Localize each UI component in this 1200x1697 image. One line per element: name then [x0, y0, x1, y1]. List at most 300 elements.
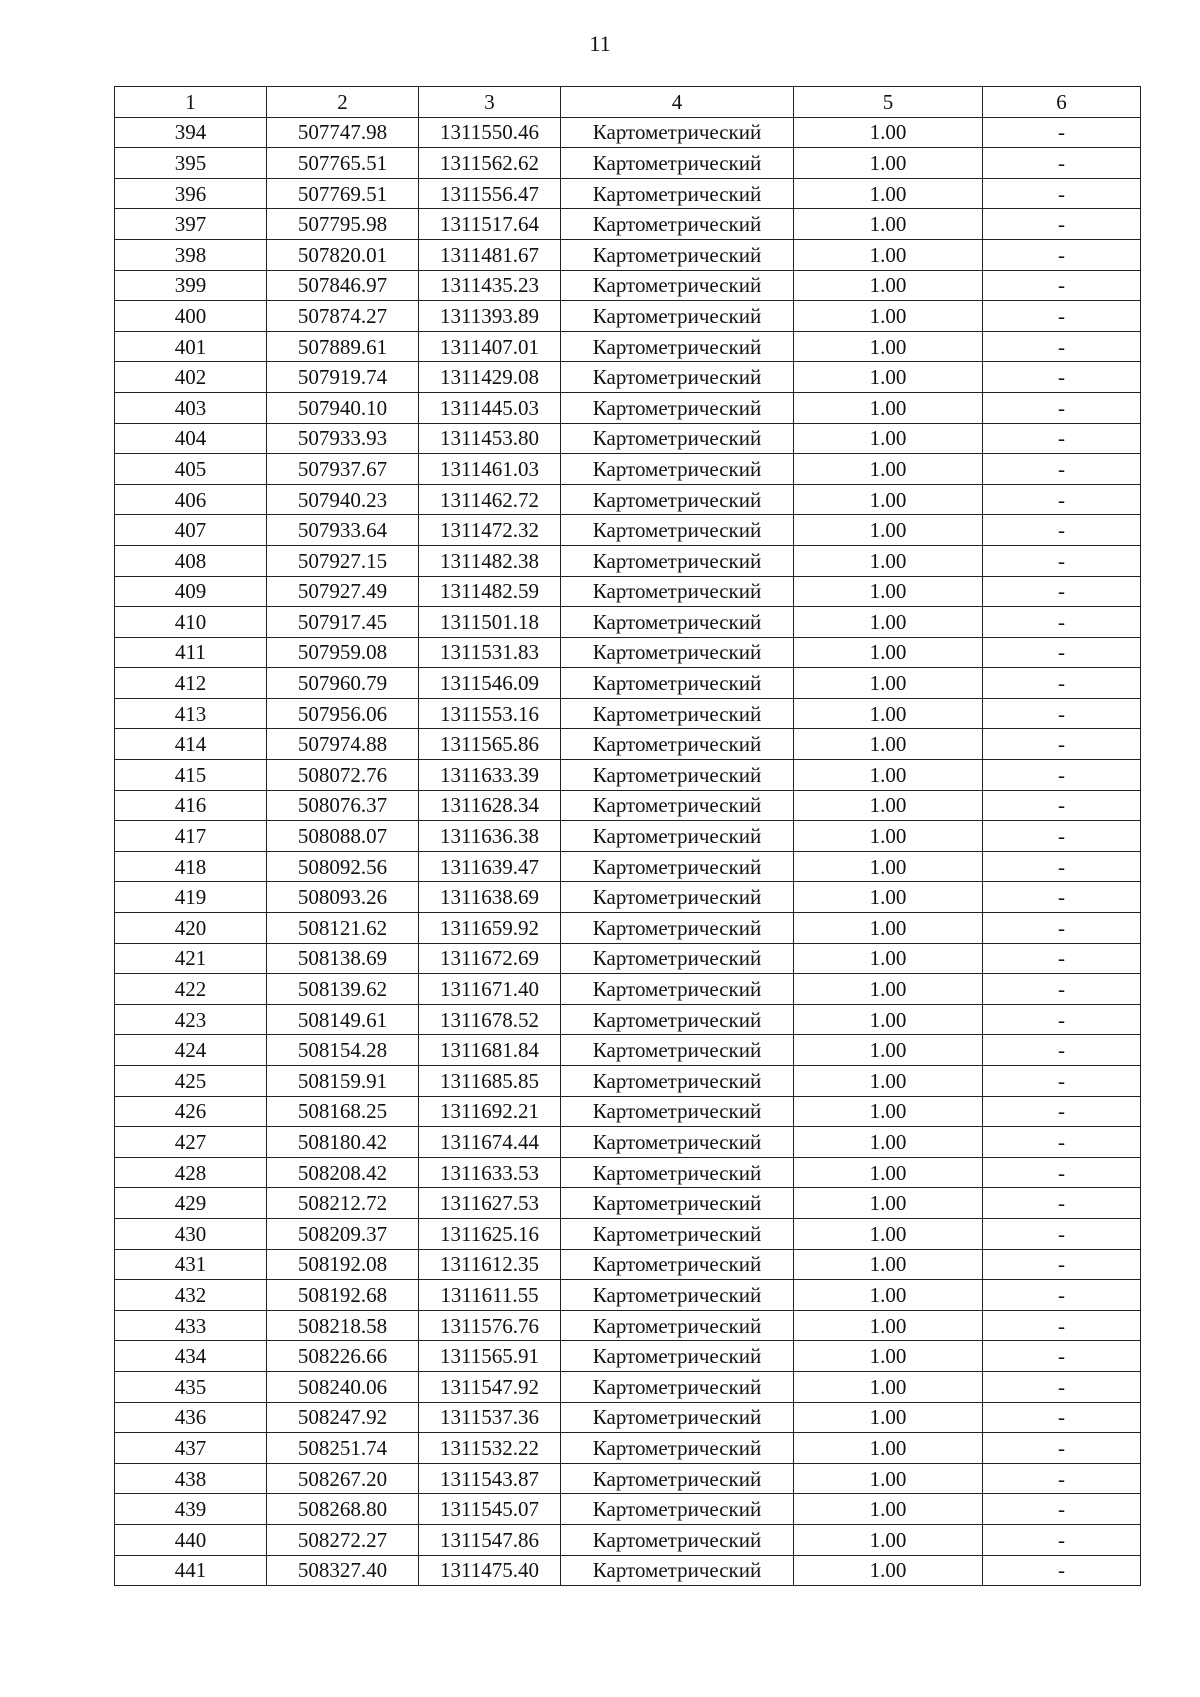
- y-coordinate-cell: 1311672.69: [419, 943, 561, 974]
- table-row: [115, 515, 1141, 546]
- point-number-cell: 410: [115, 607, 267, 638]
- description-cell: -: [983, 1524, 1141, 1555]
- point-number-cell: 398: [115, 239, 267, 270]
- point-number-cell: 436: [115, 1402, 267, 1433]
- method-cell: Картометрический: [561, 1555, 794, 1586]
- method-cell: Картометрический: [561, 974, 794, 1005]
- accuracy-cell: 1.00: [794, 1035, 983, 1066]
- accuracy-cell: 1.00: [794, 1494, 983, 1525]
- description-cell: -: [983, 637, 1141, 668]
- accuracy-cell: 1.00: [794, 484, 983, 515]
- accuracy-cell: 1.00: [794, 668, 983, 699]
- description-cell: -: [983, 117, 1141, 148]
- table-row: [115, 1035, 1141, 1066]
- method-cell: Картометрический: [561, 913, 794, 944]
- accuracy-cell: 1.00: [794, 913, 983, 944]
- point-number-cell: 441: [115, 1555, 267, 1586]
- table-row: [115, 851, 1141, 882]
- point-number-cell: 438: [115, 1463, 267, 1494]
- table-row: [115, 1249, 1141, 1280]
- x-coordinate-cell: 508226.66: [267, 1341, 419, 1372]
- y-coordinate-cell: 1311472.32: [419, 515, 561, 546]
- description-cell: -: [983, 668, 1141, 699]
- y-coordinate-cell: 1311628.34: [419, 790, 561, 821]
- description-cell: -: [983, 729, 1141, 760]
- x-coordinate-cell: 507927.49: [267, 576, 419, 607]
- method-cell: Картометрический: [561, 301, 794, 332]
- table-row: [115, 1188, 1141, 1219]
- x-coordinate-cell: 507846.97: [267, 270, 419, 301]
- y-coordinate-cell: 1311659.92: [419, 913, 561, 944]
- x-coordinate-cell: 508218.58: [267, 1310, 419, 1341]
- table-row: [115, 270, 1141, 301]
- x-coordinate-cell: 508138.69: [267, 943, 419, 974]
- point-number-cell: 428: [115, 1157, 267, 1188]
- y-coordinate-cell: 1311636.38: [419, 821, 561, 852]
- method-cell: Картометрический: [561, 851, 794, 882]
- x-coordinate-cell: 507795.98: [267, 209, 419, 240]
- table-row: [115, 1341, 1141, 1372]
- y-coordinate-cell: 1311453.80: [419, 423, 561, 454]
- x-coordinate-cell: 508267.20: [267, 1463, 419, 1494]
- description-cell: -: [983, 1127, 1141, 1158]
- x-coordinate-cell: 508208.42: [267, 1157, 419, 1188]
- method-cell: Картометрический: [561, 1096, 794, 1127]
- x-coordinate-cell: 508168.25: [267, 1096, 419, 1127]
- x-coordinate-cell: 508072.76: [267, 760, 419, 791]
- x-coordinate-cell: 507874.27: [267, 301, 419, 332]
- y-coordinate-cell: 1311674.44: [419, 1127, 561, 1158]
- method-cell: Картометрический: [561, 698, 794, 729]
- point-number-cell: 409: [115, 576, 267, 607]
- y-coordinate-cell: 1311517.64: [419, 209, 561, 240]
- method-cell: Картометрический: [561, 148, 794, 179]
- y-coordinate-cell: 1311612.35: [419, 1249, 561, 1280]
- x-coordinate-cell: 507940.10: [267, 392, 419, 423]
- method-cell: Картометрический: [561, 821, 794, 852]
- table-row: [115, 362, 1141, 393]
- table-row: [115, 1494, 1141, 1525]
- y-coordinate-cell: 1311481.67: [419, 239, 561, 270]
- x-coordinate-cell: 507889.61: [267, 331, 419, 362]
- description-cell: -: [983, 1157, 1141, 1188]
- method-cell: Картометрический: [561, 1371, 794, 1402]
- description-cell: -: [983, 1463, 1141, 1494]
- table-row: [115, 943, 1141, 974]
- table-row: [115, 1127, 1141, 1158]
- accuracy-cell: 1.00: [794, 1127, 983, 1158]
- description-cell: -: [983, 1004, 1141, 1035]
- description-cell: -: [983, 270, 1141, 301]
- table-header-row: [115, 87, 1141, 118]
- description-cell: -: [983, 974, 1141, 1005]
- y-coordinate-cell: 1311627.53: [419, 1188, 561, 1219]
- table-row: [115, 882, 1141, 913]
- point-number-cell: 426: [115, 1096, 267, 1127]
- y-coordinate-cell: 1311546.09: [419, 668, 561, 699]
- description-cell: -: [983, 454, 1141, 485]
- point-number-cell: 435: [115, 1371, 267, 1402]
- table-row: [115, 239, 1141, 270]
- x-coordinate-cell: 508247.92: [267, 1402, 419, 1433]
- accuracy-cell: 1.00: [794, 760, 983, 791]
- method-cell: Картометрический: [561, 331, 794, 362]
- accuracy-cell: 1.00: [794, 576, 983, 607]
- y-coordinate-cell: 1311537.36: [419, 1402, 561, 1433]
- point-number-cell: 431: [115, 1249, 267, 1280]
- method-cell: Картометрический: [561, 392, 794, 423]
- x-coordinate-cell: 507927.15: [267, 545, 419, 576]
- method-cell: Картометрический: [561, 270, 794, 301]
- method-cell: Картометрический: [561, 668, 794, 699]
- y-coordinate-cell: 1311611.55: [419, 1280, 561, 1311]
- point-number-cell: 440: [115, 1524, 267, 1555]
- method-cell: Картометрический: [561, 760, 794, 791]
- accuracy-cell: 1.00: [794, 1096, 983, 1127]
- column-header-1: 1: [115, 87, 267, 118]
- accuracy-cell: 1.00: [794, 392, 983, 423]
- description-cell: -: [983, 1402, 1141, 1433]
- y-coordinate-cell: 1311547.86: [419, 1524, 561, 1555]
- y-coordinate-cell: 1311532.22: [419, 1433, 561, 1464]
- x-coordinate-cell: 508192.08: [267, 1249, 419, 1280]
- point-number-cell: 421: [115, 943, 267, 974]
- point-number-cell: 412: [115, 668, 267, 699]
- method-cell: Картометрический: [561, 576, 794, 607]
- point-number-cell: 406: [115, 484, 267, 515]
- accuracy-cell: 1.00: [794, 423, 983, 454]
- accuracy-cell: 1.00: [794, 209, 983, 240]
- method-cell: Картометрический: [561, 1341, 794, 1372]
- accuracy-cell: 1.00: [794, 362, 983, 393]
- description-cell: -: [983, 209, 1141, 240]
- y-coordinate-cell: 1311553.16: [419, 698, 561, 729]
- method-cell: Картометрический: [561, 790, 794, 821]
- point-number-cell: 402: [115, 362, 267, 393]
- x-coordinate-cell: 508212.72: [267, 1188, 419, 1219]
- x-coordinate-cell: 508209.37: [267, 1218, 419, 1249]
- point-number-cell: 403: [115, 392, 267, 423]
- method-cell: Картометрический: [561, 1035, 794, 1066]
- description-cell: -: [983, 392, 1141, 423]
- description-cell: -: [983, 576, 1141, 607]
- method-cell: Картометрический: [561, 607, 794, 638]
- accuracy-cell: 1.00: [794, 974, 983, 1005]
- description-cell: -: [983, 1555, 1141, 1586]
- accuracy-cell: 1.00: [794, 790, 983, 821]
- accuracy-cell: 1.00: [794, 270, 983, 301]
- method-cell: Картометрический: [561, 1004, 794, 1035]
- point-number-cell: 411: [115, 637, 267, 668]
- point-number-cell: 422: [115, 974, 267, 1005]
- description-cell: -: [983, 484, 1141, 515]
- point-number-cell: 400: [115, 301, 267, 332]
- accuracy-cell: 1.00: [794, 148, 983, 179]
- y-coordinate-cell: 1311678.52: [419, 1004, 561, 1035]
- y-coordinate-cell: 1311550.46: [419, 117, 561, 148]
- table-row: [115, 821, 1141, 852]
- x-coordinate-cell: 507956.06: [267, 698, 419, 729]
- method-cell: Картометрический: [561, 515, 794, 546]
- point-number-cell: 432: [115, 1280, 267, 1311]
- description-cell: -: [983, 851, 1141, 882]
- description-cell: -: [983, 882, 1141, 913]
- description-cell: -: [983, 178, 1141, 209]
- method-cell: Картометрический: [561, 209, 794, 240]
- x-coordinate-cell: 508159.91: [267, 1066, 419, 1097]
- description-cell: -: [983, 698, 1141, 729]
- table-row: [115, 790, 1141, 821]
- accuracy-cell: 1.00: [794, 1066, 983, 1097]
- method-cell: Картометрический: [561, 1127, 794, 1158]
- x-coordinate-cell: 508154.28: [267, 1035, 419, 1066]
- coordinates-table: [114, 86, 1141, 1586]
- accuracy-cell: 1.00: [794, 178, 983, 209]
- description-cell: -: [983, 545, 1141, 576]
- y-coordinate-cell: 1311681.84: [419, 1035, 561, 1066]
- point-number-cell: 437: [115, 1433, 267, 1464]
- accuracy-cell: 1.00: [794, 821, 983, 852]
- method-cell: Картометрический: [561, 729, 794, 760]
- x-coordinate-cell: 508121.62: [267, 913, 419, 944]
- table-row: [115, 423, 1141, 454]
- point-number-cell: 413: [115, 698, 267, 729]
- description-cell: -: [983, 1280, 1141, 1311]
- accuracy-cell: 1.00: [794, 1433, 983, 1464]
- point-number-cell: 423: [115, 1004, 267, 1035]
- y-coordinate-cell: 1311671.40: [419, 974, 561, 1005]
- accuracy-cell: 1.00: [794, 545, 983, 576]
- point-number-cell: 416: [115, 790, 267, 821]
- method-cell: Картометрический: [561, 1066, 794, 1097]
- x-coordinate-cell: 508272.27: [267, 1524, 419, 1555]
- method-cell: Картометрический: [561, 239, 794, 270]
- point-number-cell: 427: [115, 1127, 267, 1158]
- description-cell: -: [983, 1371, 1141, 1402]
- x-coordinate-cell: 507747.98: [267, 117, 419, 148]
- x-coordinate-cell: 508149.61: [267, 1004, 419, 1035]
- y-coordinate-cell: 1311545.07: [419, 1494, 561, 1525]
- accuracy-cell: 1.00: [794, 1157, 983, 1188]
- point-number-cell: 407: [115, 515, 267, 546]
- x-coordinate-cell: 508088.07: [267, 821, 419, 852]
- x-coordinate-cell: 508139.62: [267, 974, 419, 1005]
- accuracy-cell: 1.00: [794, 239, 983, 270]
- table-row: [115, 148, 1141, 179]
- table-row: [115, 760, 1141, 791]
- description-cell: -: [983, 148, 1141, 179]
- table-row: [115, 607, 1141, 638]
- column-header-3: 3: [419, 87, 561, 118]
- accuracy-cell: 1.00: [794, 607, 983, 638]
- accuracy-cell: 1.00: [794, 117, 983, 148]
- y-coordinate-cell: 1311462.72: [419, 484, 561, 515]
- point-number-cell: 419: [115, 882, 267, 913]
- method-cell: Картометрический: [561, 882, 794, 913]
- table-body: [115, 117, 1141, 1586]
- y-coordinate-cell: 1311475.40: [419, 1555, 561, 1586]
- description-cell: -: [983, 423, 1141, 454]
- accuracy-cell: 1.00: [794, 1402, 983, 1433]
- accuracy-cell: 1.00: [794, 1249, 983, 1280]
- accuracy-cell: 1.00: [794, 729, 983, 760]
- y-coordinate-cell: 1311531.83: [419, 637, 561, 668]
- x-coordinate-cell: 507937.67: [267, 454, 419, 485]
- y-coordinate-cell: 1311625.16: [419, 1218, 561, 1249]
- description-cell: -: [983, 1218, 1141, 1249]
- y-coordinate-cell: 1311638.69: [419, 882, 561, 913]
- y-coordinate-cell: 1311407.01: [419, 331, 561, 362]
- point-number-cell: 394: [115, 117, 267, 148]
- point-number-cell: 401: [115, 331, 267, 362]
- x-coordinate-cell: 508076.37: [267, 790, 419, 821]
- x-coordinate-cell: 508240.06: [267, 1371, 419, 1402]
- x-coordinate-cell: 508192.68: [267, 1280, 419, 1311]
- method-cell: Картометрический: [561, 454, 794, 485]
- y-coordinate-cell: 1311685.85: [419, 1066, 561, 1097]
- table-row: [115, 209, 1141, 240]
- method-cell: Картометрический: [561, 1310, 794, 1341]
- description-cell: -: [983, 239, 1141, 270]
- table-row: [115, 1463, 1141, 1494]
- x-coordinate-cell: 507769.51: [267, 178, 419, 209]
- accuracy-cell: 1.00: [794, 454, 983, 485]
- accuracy-cell: 1.00: [794, 637, 983, 668]
- point-number-cell: 399: [115, 270, 267, 301]
- table-row: [115, 637, 1141, 668]
- method-cell: Картометрический: [561, 1157, 794, 1188]
- x-coordinate-cell: 508268.80: [267, 1494, 419, 1525]
- method-cell: Картометрический: [561, 178, 794, 209]
- y-coordinate-cell: 1311393.89: [419, 301, 561, 332]
- y-coordinate-cell: 1311633.53: [419, 1157, 561, 1188]
- y-coordinate-cell: 1311482.59: [419, 576, 561, 607]
- table-row: [115, 668, 1141, 699]
- point-number-cell: 395: [115, 148, 267, 179]
- accuracy-cell: 1.00: [794, 1188, 983, 1219]
- accuracy-cell: 1.00: [794, 1524, 983, 1555]
- table-row: [115, 545, 1141, 576]
- table-row: [115, 117, 1141, 148]
- point-number-cell: 417: [115, 821, 267, 852]
- table-row: [115, 576, 1141, 607]
- method-cell: Картометрический: [561, 1402, 794, 1433]
- y-coordinate-cell: 1311547.92: [419, 1371, 561, 1402]
- method-cell: Картометрический: [561, 484, 794, 515]
- description-cell: -: [983, 1066, 1141, 1097]
- y-coordinate-cell: 1311501.18: [419, 607, 561, 638]
- y-coordinate-cell: 1311461.03: [419, 454, 561, 485]
- x-coordinate-cell: 507820.01: [267, 239, 419, 270]
- description-cell: -: [983, 913, 1141, 944]
- accuracy-cell: 1.00: [794, 515, 983, 546]
- table-row: [115, 1310, 1141, 1341]
- point-number-cell: 425: [115, 1066, 267, 1097]
- table-row: [115, 301, 1141, 332]
- x-coordinate-cell: 508092.56: [267, 851, 419, 882]
- table-row: [115, 392, 1141, 423]
- x-coordinate-cell: 508327.40: [267, 1555, 419, 1586]
- description-cell: -: [983, 790, 1141, 821]
- table-row: [115, 1004, 1141, 1035]
- point-number-cell: 415: [115, 760, 267, 791]
- x-coordinate-cell: 507917.45: [267, 607, 419, 638]
- x-coordinate-cell: 507959.08: [267, 637, 419, 668]
- y-coordinate-cell: 1311482.38: [419, 545, 561, 576]
- accuracy-cell: 1.00: [794, 1280, 983, 1311]
- method-cell: Картометрический: [561, 1218, 794, 1249]
- point-number-cell: 429: [115, 1188, 267, 1219]
- table-row: [115, 698, 1141, 729]
- table-row: [115, 1280, 1141, 1311]
- table-row: [115, 1524, 1141, 1555]
- point-number-cell: 424: [115, 1035, 267, 1066]
- description-cell: -: [983, 1310, 1141, 1341]
- table-row: [115, 454, 1141, 485]
- accuracy-cell: 1.00: [794, 301, 983, 332]
- point-number-cell: 434: [115, 1341, 267, 1372]
- method-cell: Картометрический: [561, 423, 794, 454]
- x-coordinate-cell: 508093.26: [267, 882, 419, 913]
- accuracy-cell: 1.00: [794, 943, 983, 974]
- x-coordinate-cell: 507933.64: [267, 515, 419, 546]
- method-cell: Картометрический: [561, 545, 794, 576]
- table-row: [115, 729, 1141, 760]
- point-number-cell: 408: [115, 545, 267, 576]
- table-row: [115, 331, 1141, 362]
- column-header-4: 4: [561, 87, 794, 118]
- x-coordinate-cell: 507960.79: [267, 668, 419, 699]
- y-coordinate-cell: 1311543.87: [419, 1463, 561, 1494]
- y-coordinate-cell: 1311639.47: [419, 851, 561, 882]
- y-coordinate-cell: 1311556.47: [419, 178, 561, 209]
- method-cell: Картометрический: [561, 1494, 794, 1525]
- method-cell: Картометрический: [561, 1433, 794, 1464]
- y-coordinate-cell: 1311435.23: [419, 270, 561, 301]
- point-number-cell: 418: [115, 851, 267, 882]
- table-row: [115, 913, 1141, 944]
- description-cell: -: [983, 1096, 1141, 1127]
- accuracy-cell: 1.00: [794, 1004, 983, 1035]
- y-coordinate-cell: 1311576.76: [419, 1310, 561, 1341]
- method-cell: Картометрический: [561, 637, 794, 668]
- description-cell: -: [983, 1494, 1141, 1525]
- table-row: [115, 1371, 1141, 1402]
- point-number-cell: 396: [115, 178, 267, 209]
- column-header-5: 5: [794, 87, 983, 118]
- page-number: 11: [589, 31, 611, 56]
- description-cell: -: [983, 331, 1141, 362]
- description-cell: -: [983, 1433, 1141, 1464]
- description-cell: -: [983, 1035, 1141, 1066]
- method-cell: Картометрический: [561, 1280, 794, 1311]
- description-cell: -: [983, 821, 1141, 852]
- y-coordinate-cell: 1311565.91: [419, 1341, 561, 1372]
- method-cell: Картометрический: [561, 1463, 794, 1494]
- table-row: [115, 1096, 1141, 1127]
- accuracy-cell: 1.00: [794, 882, 983, 913]
- method-cell: Картометрический: [561, 1524, 794, 1555]
- accuracy-cell: 1.00: [794, 698, 983, 729]
- column-header-6: 6: [983, 87, 1141, 118]
- table-row: [115, 1157, 1141, 1188]
- point-number-cell: 405: [115, 454, 267, 485]
- point-number-cell: 397: [115, 209, 267, 240]
- y-coordinate-cell: 1311445.03: [419, 392, 561, 423]
- method-cell: Картометрический: [561, 117, 794, 148]
- description-cell: -: [983, 362, 1141, 393]
- x-coordinate-cell: 507940.23: [267, 484, 419, 515]
